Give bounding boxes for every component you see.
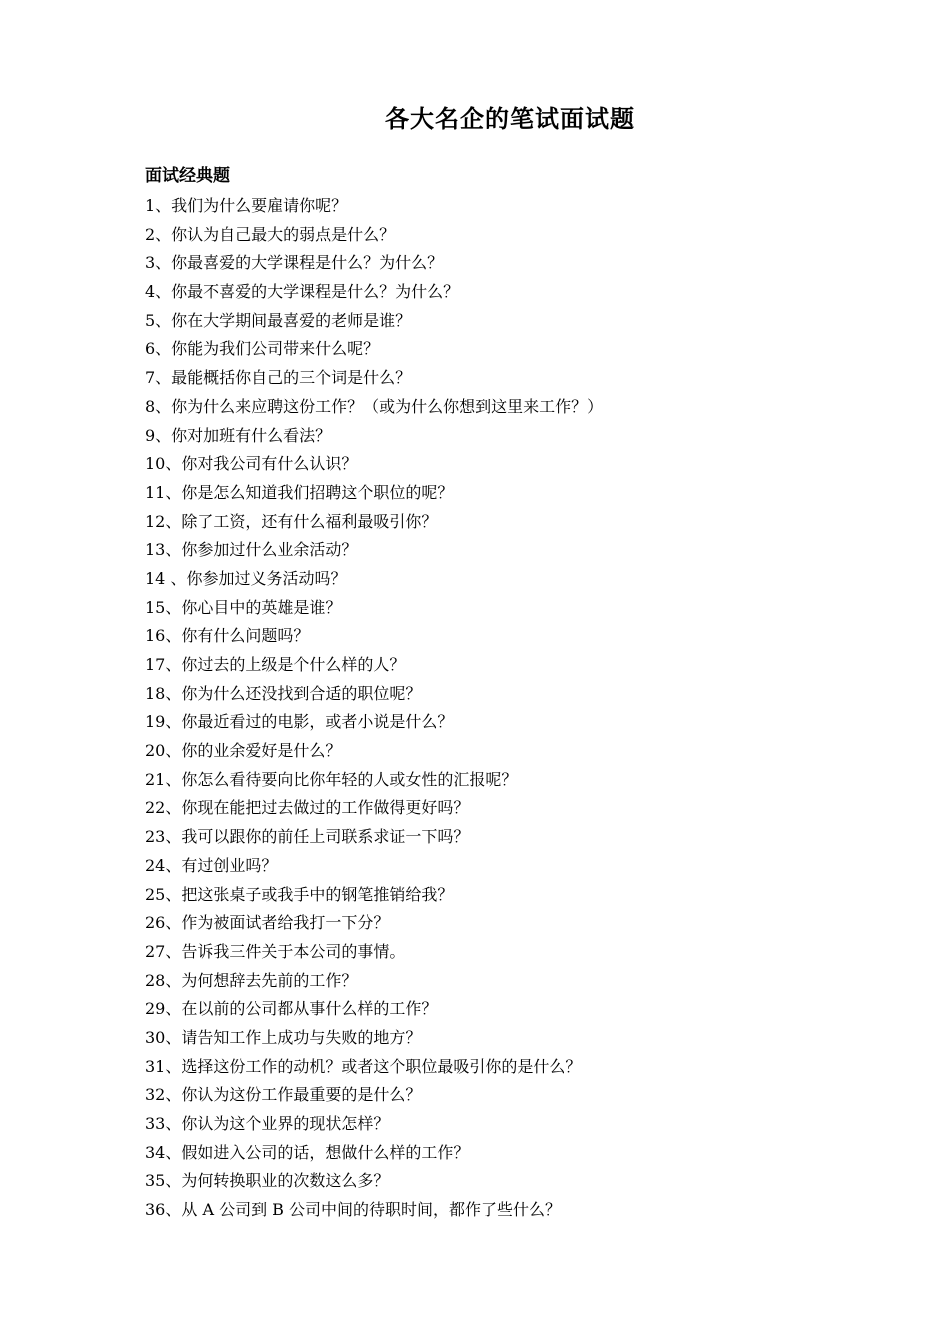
question-item: 7、最能概括你自己的三个词是什么？ [145, 368, 412, 388]
question-item: 1、我们为什么要雇请你呢？ [145, 196, 348, 215]
question-item: 24、有过创业吗？ [145, 855, 278, 875]
question-item: 15、你心目中的英雄是谁？ [145, 597, 342, 617]
question-item: 25、把这张桌子或我手中的钢笔推销给我？ [145, 884, 454, 904]
question-item: 8、你为什么来应聘这份工作？（或为什么你想到这里来工作？） [145, 396, 604, 416]
question-item: 22、你现在能把过去做过的工作做得更好吗？ [145, 798, 470, 818]
question-item: 11、你是怎么知道我们招聘这个职位的呢？ [145, 482, 454, 502]
document-title: 各大名企的笔试面试题 [385, 104, 635, 133]
question-item: 10、你对我公司有什么认识？ [145, 454, 358, 474]
question-item: 23、我可以跟你的前任上司联系求证一下吗？ [145, 827, 470, 847]
question-item: 19、你最近看过的电影，或者小说是什么？ [145, 712, 454, 732]
question-item: 18、你为什么还没找到合适的职位呢？ [145, 683, 422, 703]
question-item: 6、你能为我们公司带来什么呢？ [145, 339, 380, 359]
question-item: 27、告诉我三件关于本公司的事情。 [145, 941, 406, 961]
question-item: 16、你有什么问题吗？ [145, 626, 310, 646]
question-item: 29、在以前的公司都从事什么样的工作？ [145, 999, 438, 1019]
question-item: 4、你最不喜爱的大学课程是什么？为什么？ [145, 282, 460, 302]
question-item: 9、你对加班有什么看法？ [145, 425, 332, 445]
question-list [145, 192, 603, 1225]
question-item: 17、你过去的上级是个什么样的人？ [145, 655, 406, 674]
question-item: 2、你认为自己最大的弱点是什么？ [145, 224, 396, 244]
question-item: 36、从 A 公司到 B 公司中间的待职时间，都作了些什么？ [145, 1200, 562, 1220]
section-heading: 面试经典题 [145, 166, 230, 186]
question-item: 35、为何转换职业的次数这么多？ [145, 1171, 390, 1191]
question-item: 14 、你参加过义务活动吗？ [145, 568, 347, 588]
question-item: 26、作为被面试者给我打一下分？ [145, 913, 390, 933]
question-item: 31、选择这份工作的动机？或者这个职位最吸引你的是什么？ [145, 1056, 582, 1076]
question-item: 13、你参加过什么业余活动？ [145, 540, 358, 560]
question-item: 3、你最喜爱的大学课程是什么？为什么？ [145, 253, 444, 273]
question-item: 28、为何想辞去先前的工作？ [145, 970, 358, 990]
question-item: 34、假如进入公司的话，想做什么样的工作？ [145, 1142, 470, 1162]
question-item: 5、你在大学期间最喜爱的老师是谁？ [145, 310, 412, 330]
question-item: 30、请告知工作上成功与失败的地方？ [145, 1027, 422, 1047]
question-item: 32、你认为这份工作最重要的是什么？ [145, 1085, 422, 1105]
question-item: 12、除了工资，还有什么福利最吸引你？ [145, 511, 438, 531]
question-item: 20、你的业余爱好是什么？ [145, 741, 342, 761]
question-item: 33、你认为这个业界的现状怎样？ [145, 1114, 390, 1133]
question-item: 21、你怎么看待要向比你年轻的人或女性的汇报呢？ [145, 769, 518, 789]
